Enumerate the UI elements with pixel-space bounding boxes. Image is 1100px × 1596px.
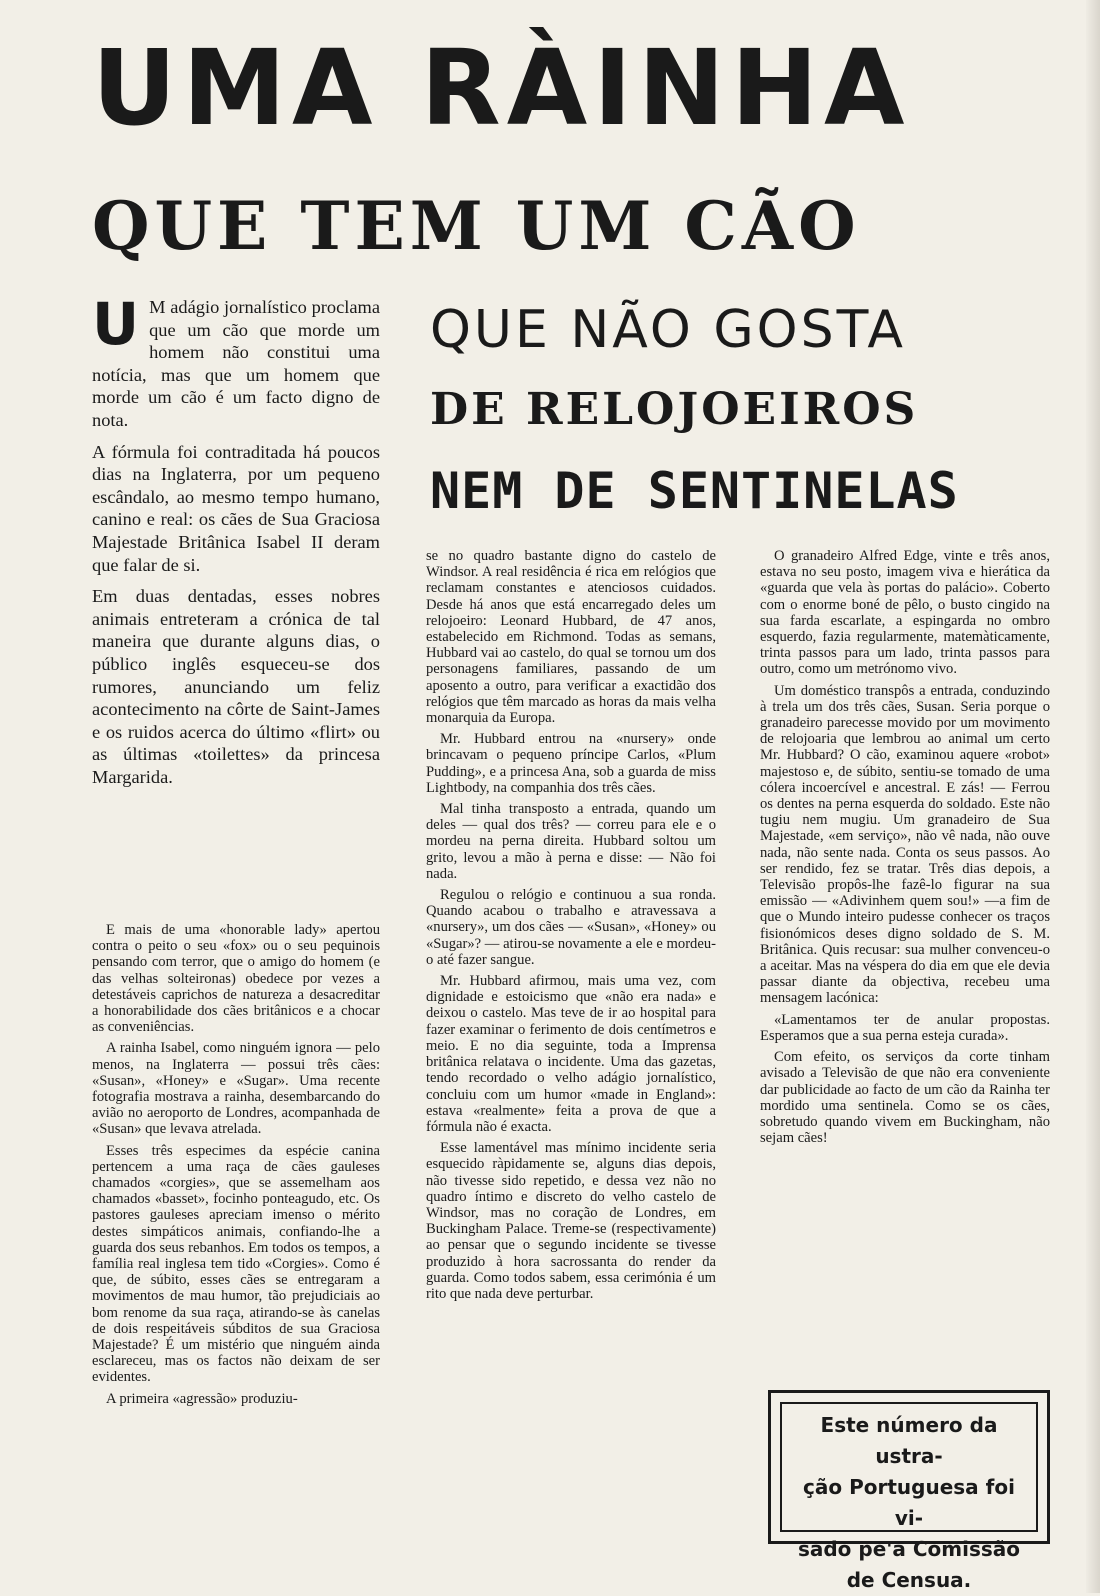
column-2-paragraph: Mr. Hubbard afirmou, mais uma vez, com dignidade e estoicismo que «não era nada» e deixou o castelo. Mas teve de ir ao hospital para fazer examinar o ferimento de dois centímetros e meio. E no dia seguinte, toda a Imprensa britânica relatava o incidente. Uma das gazetas, tendo recordado o velho adágio jornalístico, concluiu com um humor «made in England»: estava «realmente» feita a prova de que a fórmula não é exacta.: [426, 973, 716, 1135]
column-3-paragraph: Com efeito, os serviços da corte tinham avisado a Televisão de que não era conveniente dar publicidade ao facto de um cão da Rainha ter mordido uma sentinela. Como se os cães, sobretudo quando vivem em Buckingham, não sejam cães!: [760, 1049, 1050, 1147]
notice-line-1: Este número da ustra-: [820, 1413, 998, 1468]
article-column-1: [92, 922, 380, 1412]
headline-line-1: UMA RÀINHA: [92, 27, 911, 149]
headline-line-2: QUE TEM UM CÃO: [92, 187, 861, 265]
column-2-paragraph: se no quadro bastante digno do castelo de Windsor. A real residência é rica em relógios que reclamam constantes e atenciosos cuidados. Desde há anos que está encarregado deles um relojoeiro: Leonard Hubbard, de 47 anos, estabelecido em Richmond. Todas as semans, Hubbard vai ao castelo, do qual se tornou um dos personagens familiares, passando de um aposento a outro, para verificar a exactidão dos relógios que têm marcado as horas da mais velha monarquia da Europa.: [426, 548, 716, 727]
drop-cap: U: [92, 290, 140, 358]
column-3-paragraph: Um doméstico transpôs a entrada, conduzindo à trela um dos três cães, Susan. Seria porque o granadeiro parecesse movido por um movimento de relojoaria que lembrou ao animal um certo Mr. Hubbard? O cão, examinou aquere «robot» majestoso e, de súbito, sentiu-se tomado de uma cólera incoercível e ancestral. E zás! — Ferrou os dentes na perna esquerda do soldado. Este não tugiu nem mugiu. Um granadeiro de Sua Majestade, «em serviço», não vê nada, não ouve nada, não sente nada. Conta os seus passos. Ao ser rendido, fez se tratar. Três dias depois, a Televisão propôs-lhe fazê-lo figurar na sua emissão — «Adivinhem quem sou!» —a fim de que o Mundo inteiro pudesse conhecer os traços fisionómicos deses digno soldado de S. M. Britânica. Quis recusar: sua mulher convenceu-o a aceitar. Mas na véspera do dia em que ele devia passar diante da objectiva, recebeu uma mensagem lacónica:: [760, 682, 1050, 1007]
lead-paragraph-1-text: M adágio jornalístico proclama que um cão que morde um homem não constitui uma notícia, mas que um homem que morde um cão é um facto digno de nota.: [92, 297, 380, 430]
censorship-notice-box: [768, 1390, 1050, 1592]
lead-column: [92, 290, 380, 797]
column-3-paragraph: O granadeiro Alfred Edge, vinte e três anos, estava no seu posto, imagem viva e hierática da «guarda que vela às portas do palácio». Coberto com o enorme boné de pêlo, o busto cingido na sua farda escarlate, a espingarda no ombro esquerdo, fazia regularmente, matemàticamente, trinta passos para um lado, trinta passos para outro, como um metrónomo vivo.: [760, 548, 1050, 678]
notice-line-3: sado pe'a Comissão: [797, 1537, 1021, 1561]
column-2-paragraph: Mr. Hubbard entrou na «nursery» onde brincavam o pequeno príncipe Carlos, «Plum Pudding», e a princesa Ana, sob a guarda de miss Lightbody, na companhia dos três cães.: [426, 731, 716, 796]
column-3-paragraph: «Lamentamos ter de anular propostas. Esperamos que a sua perna esteja curada».: [760, 1011, 1050, 1044]
article-column-3: [760, 548, 1050, 1151]
column-1-paragraph: Esses três especimes da espécie canina pertencem a uma raça de cães gauleses chamados «corgies», que se assemelham aos chamados «basset», focinho ponteagudo, etc. Os pastores gauleses apreciam imenso o mérito destes simpáticos animais, confiando-lhe a guarda dos seus rebanhos. Em todos os tempos, a família real inglesa tem tido «Corgies». Como é que, de súbito, esses cães se entregaram a movimentos de mau humor, tão prejudiciais ao bom renome da sua raça, atirando-se às canelas de dois respeitáveis súbditos de sua Graciosa Majestade? É um mistério que ninguém ainda esclareceu, mas os factos não deixam de ser evidentes.: [92, 1142, 380, 1386]
column-1-paragraph: A primeira «agressão» produziu-: [106, 1390, 298, 1407]
lead-paragraph-2: A fórmula foi contraditada há poucos dias na Inglaterra, por um pequeno escândalo, ao mesmo tempo humano, canino e real: os cães de Sua Graciosa Majestade Britânica Isabel II deram que falar de si.: [92, 441, 380, 575]
column-1-paragraph: E mais de uma «honorable lady» apertou contra o peito o seu «fox» ou o seu pequinois pensando com terror, que o amigo do homem (e das velhas solteironas) obedece por vezes a detestáveis caprichos de natureza a desacreditar a honorabilidade dos cães britânicos e a chocar as conveniências.: [92, 922, 380, 1036]
article-column-2: [426, 548, 716, 1307]
lead-paragraph-1: [92, 290, 380, 432]
headline-line-5: NEM DE SENTINELAS: [430, 462, 959, 520]
column-2-paragraph: Mal tinha transposto a entrada, quando um deles — qual dos três? — correu para ele e o mordeu na perna direita. Hubbard soltou um grito, levou a mão à perna e disse: — Não foi nada.: [426, 801, 716, 882]
headline-line-3: QUE NÃO GOSTA: [430, 300, 906, 360]
notice-line-2: ção Portuguesa foi vi-: [803, 1475, 1015, 1530]
column-1-paragraph: A rainha Isabel, como ninguém ignora — pelo menos, na Inglaterra — possui três cães: «Susan», «Honey» e «Sugar». Uma recente fotografia mostrava a rainha, desembarcando do avião no aeroporto de Londres, acompanhada de «Susan» que levava atrelada.: [92, 1040, 380, 1138]
notice-line-4: de Censua.: [846, 1568, 972, 1592]
page-edge-shadow: [1086, 0, 1100, 1593]
column-2-paragraph: Esse lamentável mas mínimo incidente seria esquecido ràpidamente se, alguns dias depois, não tivesse sido repetido, e dessa vez não no quadro íntimo e discreto do velho castelo de Windsor, mas no coração de Londres, em Buckingham Palace. Treme-se (respectivamente) ao pensar que o segundo incidente se tivesse produzido à hora sacrossanta do render da guarda. Como todos sabem, essa cerimónia é um rito que nada deve perturbar.: [426, 1140, 716, 1302]
censorship-notice-inner: [780, 1402, 1038, 1592]
lead-paragraph-3: Em duas dentadas, esses nobres animais entreteram a crónica de tal maneira que durante alguns dias, o público inglês esqueceu-se dos rumores, anunciando um feliz acontecimento na côrte de Saint-James e os ruidos acerca do último «flirt» ou as últimas «toilettes» da princesa Margarida.: [92, 586, 380, 787]
headline-line-4: DE RELOJOEIROS: [430, 384, 919, 435]
column-2-paragraph: Regulou o relógio e continuou a sua ronda. Quando acabou o trabalho e atravessava a «nursery», um dos cães — «Susan», «Honey» ou «Sugar»? — atirou-se novamente a ele e mordeu-o até fazer sangue.: [426, 887, 716, 968]
